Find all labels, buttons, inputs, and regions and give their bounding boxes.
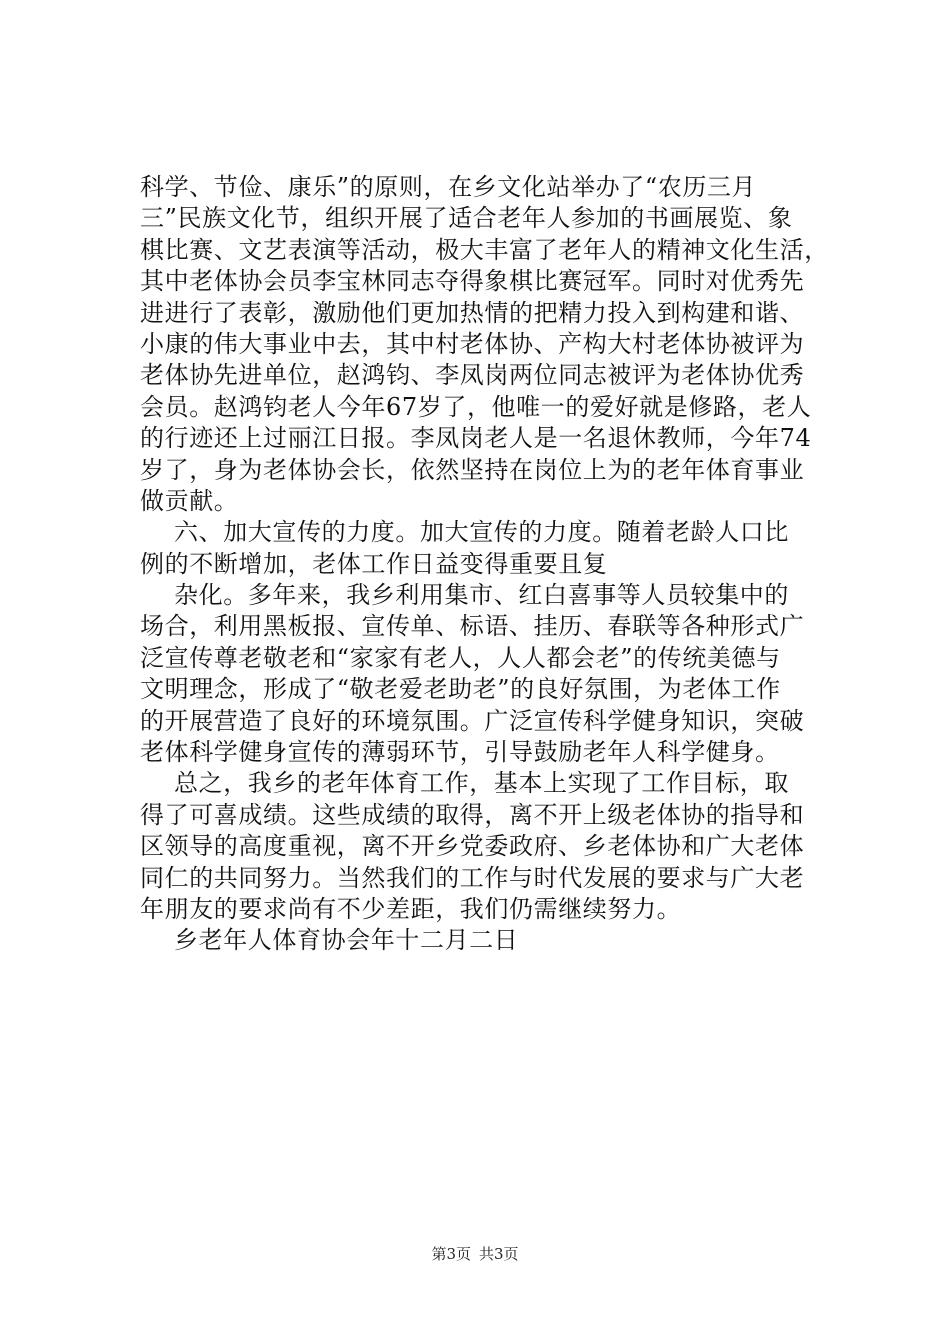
text-line: 三”民族文化节，组织开展了适合老年人参加的书画展览、象 (140, 204, 793, 233)
text-line: 同仁的共同努力。当然我们的工作与时代发展的要求与广大老 (140, 863, 805, 892)
text-line: 科学、节俭、康乐”的原则，在乡文化站举办了“农历三月 (140, 173, 757, 201)
page-total: 共3页 (479, 1245, 519, 1263)
text-line: 的行迹还上过丽江日报。李凤岗老人是一名退休教师，今年74 (140, 424, 812, 453)
text-line: 例的不断增加，老体工作日益变得重要且复 (140, 549, 608, 578)
text-line: 会员。赵鸿钧老人今年67岁了，他唯一的爱好就是修路，老人 (140, 392, 812, 421)
page-number: 第3页 (431, 1245, 471, 1263)
text-line: 老体协先进单位，赵鸿钧、李凤岗两位同志被评为老体协优秀 (140, 361, 805, 390)
text-line: 场合，利用黑板报、宣传单、标语、挂历、春联等各种形式广 (140, 612, 805, 641)
text-line: 的开展营造了良好的环境氛围。广泛宣传科学健身知识，突破 (140, 706, 805, 735)
text-line: 其中老体协会员李宝林同志夺得象棋比赛冠军。同时对优秀先 (140, 267, 805, 296)
text-line: 得了可喜成绩。这些成绩的取得，离不开上级老体协的指导和 (140, 800, 805, 829)
document-body (140, 172, 840, 957)
text-line: 岁了，身为老体协会长，依然坚持在岗位上为的老年体育事业 (140, 455, 805, 484)
paragraph-start-line: 总之，我乡的老年体育工作，基本上实现了工作目标，取 (174, 769, 789, 798)
signature-line: 乡老年人体育协会年十二月二日 (174, 926, 519, 955)
paragraph-start-line: 杂化。多年来，我乡利用集市、红白喜事等人员较集中的 (174, 581, 789, 610)
text-line: 进进行了表彰，激励他们更加热情的把精力投入到构建和谐、 (140, 298, 805, 327)
text-line: 年朋友的要求尚有不少差距，我们仍需继续努力。 (140, 894, 682, 923)
text-line: 老体科学健身宣传的薄弱环节，引导鼓励老年人科学健身。 (140, 738, 780, 767)
paragraph-start-line: 六、加大宣传的力度。加大宣传的力度。随着老龄人口比 (174, 518, 789, 547)
text-line: 棋比赛、文艺表演等活动，极大丰富了老年人的精神文化生活， (140, 235, 829, 264)
page-footer (0, 1244, 950, 1264)
text-line: 区领导的高度重视，离不开乡党委政府、乡老体协和广大老体 (140, 832, 805, 861)
text-line: 泛宣传尊老敬老和“家家有老人，人人都会老”的传统美德与 (140, 643, 781, 672)
text-line: 文明理念，形成了“敬老爱老助老”的良好氛围，为老体工作 (140, 675, 781, 704)
text-line: 小康的伟大事业中去，其中村老体协、产构大村老体协被评为 (140, 329, 805, 358)
text-line: 做贡献。 (140, 486, 239, 515)
